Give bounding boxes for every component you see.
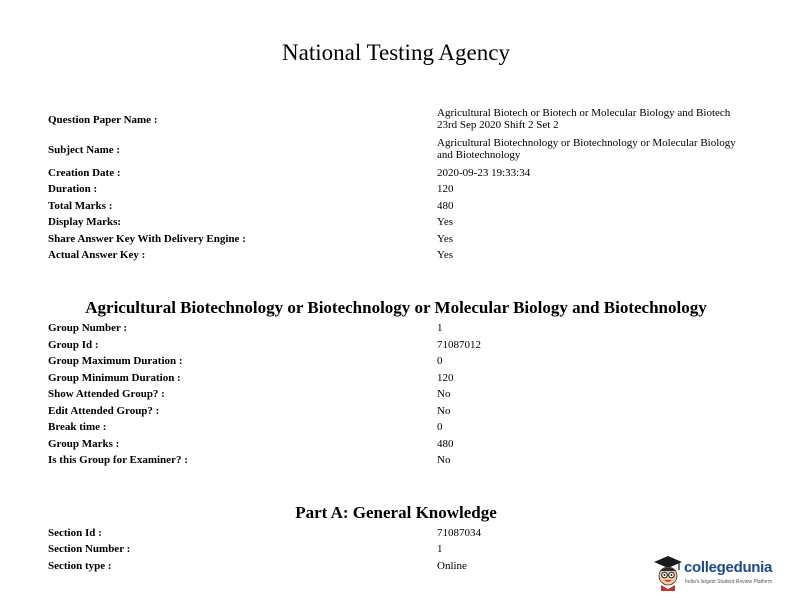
- info-row-paper-name: [0, 107, 792, 131]
- group-value: 0: [437, 421, 443, 433]
- group-row: [0, 405, 792, 421]
- info-value: Agricultural Biotech or Biotech or Molecular Biology and Biotech 23rd Sep 2020 Shift 2 Set 2: [437, 107, 731, 131]
- group-row: [0, 438, 792, 454]
- info-value: 120: [437, 183, 454, 195]
- group-label: Is this Group for Examiner? :: [48, 454, 188, 466]
- info-row-duration: [0, 183, 792, 199]
- info-value: 480: [437, 200, 454, 212]
- group-value: 71087012: [437, 339, 481, 351]
- group-label: Group Id :: [48, 339, 99, 351]
- info-label: Display Marks:: [48, 216, 122, 228]
- info-value: 2020-09-23 19:33:34: [437, 167, 531, 179]
- section-label: Section Number :: [48, 543, 131, 555]
- info-row-creation-date: [0, 167, 792, 183]
- group-label: Break time :: [48, 421, 107, 433]
- group-label: Group Minimum Duration :: [48, 372, 181, 384]
- info-label: Subject Name :: [48, 144, 121, 156]
- group-value: 1: [437, 322, 443, 334]
- info-label: Question Paper Name :: [48, 114, 158, 126]
- info-label: Share Answer Key With Delivery Engine :: [48, 233, 246, 245]
- info-row-subject-name: [0, 137, 792, 161]
- info-row-share-answer-key: [0, 233, 792, 249]
- info-value: Yes: [437, 233, 454, 245]
- info-label: Actual Answer Key :: [48, 249, 146, 261]
- group-row: [0, 421, 792, 437]
- group-value: 120: [437, 372, 454, 384]
- section-value: 1: [437, 543, 443, 555]
- group-value: No: [437, 454, 451, 466]
- group-row: [0, 372, 792, 388]
- group-row: [0, 355, 792, 371]
- group-label: Group Marks :: [48, 438, 120, 450]
- group-row: [0, 339, 792, 355]
- group-row: [0, 454, 792, 470]
- section-heading: Part A: General Knowledge: [295, 503, 497, 522]
- info-label: Creation Date :: [48, 167, 121, 179]
- info-label: Duration :: [48, 183, 98, 195]
- info-label: Total Marks :: [48, 200, 113, 212]
- info-value: Agricultural Biotechnology or Biotechnology or Molecular Biology and Biotechnology: [437, 137, 736, 161]
- group-row: [0, 388, 792, 404]
- group-value: 0: [437, 355, 443, 367]
- group-row: [0, 322, 792, 338]
- group-heading: Agricultural Biotechnology or Biotechnology or Molecular Biology and Biotechnology: [85, 298, 707, 317]
- group-value: No: [437, 388, 451, 400]
- info-row-total-marks: [0, 200, 792, 216]
- group-label: Edit Attended Group? :: [48, 405, 160, 417]
- logo-brand-text: collegedunia: [684, 559, 773, 576]
- graduate-mascot-icon: [652, 553, 684, 591]
- info-row-actual-answer-key: [0, 249, 792, 265]
- info-value: Yes: [437, 249, 454, 261]
- section-value: 71087034: [437, 527, 481, 539]
- info-row-display-marks: [0, 216, 792, 232]
- page-title: National Testing Agency: [282, 40, 510, 65]
- group-label: Group Number :: [48, 322, 128, 334]
- info-value: Yes: [437, 216, 454, 228]
- section-label: Section Id :: [48, 527, 102, 539]
- collegedunia-logo: [652, 553, 782, 593]
- group-label: Group Maximum Duration :: [48, 355, 183, 367]
- section-row: [0, 527, 792, 543]
- group-label: Show Attended Group? :: [48, 388, 165, 400]
- group-value: No: [437, 405, 451, 417]
- section-label: Section type :: [48, 560, 112, 572]
- section-value: Online: [437, 560, 467, 572]
- group-value: 480: [437, 438, 454, 450]
- logo-tagline: India's largest Student Review Platform: [685, 579, 773, 585]
